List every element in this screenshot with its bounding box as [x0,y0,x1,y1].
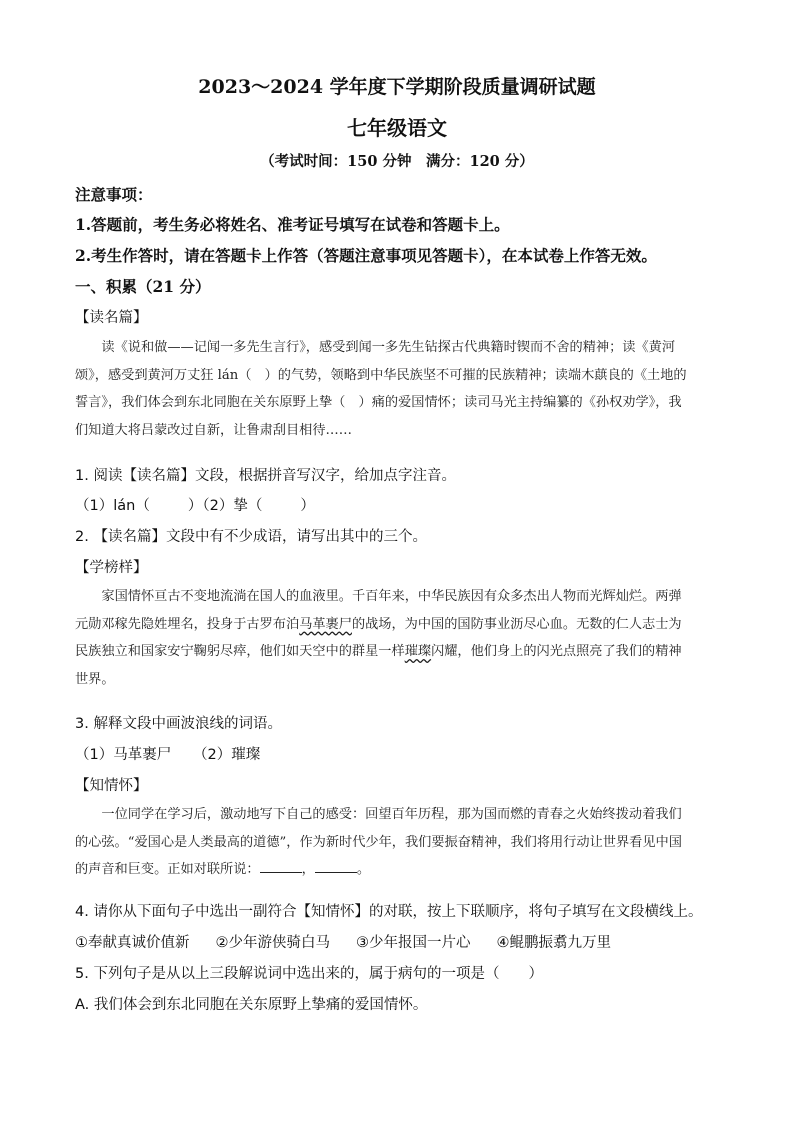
question-3: 3. 解释文段中画波浪线的词语。 [75,716,282,732]
passage-2-line [75,638,723,666]
question-1: 1. 阅读【读名篇】文段，根据拼音写汉字，给加点字注音。 [75,468,456,484]
question-3-subitems: （1）马革裹尸 （2）璀璨 [75,747,261,763]
couplet-blank-upper[interactable] [260,860,302,873]
reading-passage-2 [75,583,723,693]
couplet-blank-lower[interactable] [315,860,357,873]
passage-1-line: 誓言》，我们体会到东北同胞在关东原野上挚（ ）痛的爱国情怀；读司马光主持编纂的《孙权劝学》，我 [75,395,682,410]
passage-3-text: 。 [356,862,370,877]
q1-sub2-label: ）（2）挚（ [187,498,263,514]
passage-3-line: 的心弦。“爱国心是人类最高的道德”，作为新时代少年，我们要振奋精神，我们将用行动让世界看见中国 [75,834,682,850]
question-4-options [75,931,637,952]
passage-2-line [75,611,723,639]
passage-1-line: 们知道大将吕蒙改过自新，让鲁肃刮目相待…… [75,422,352,438]
wavy-term-2: 璀璨 [404,644,432,659]
passage-3-text: ， [301,862,315,877]
passage-2-line: 世界。 [75,671,115,687]
question-4: 4. 请你从下面句子中选出一副符合【知情怀】的对联，按上下联顺序，将句子填写在文段横线上。 [75,904,703,920]
q4-option-4: ④鲲鹏振翥九万里 [496,935,611,951]
passage-2-text: 的战场，为中国的国防事业沥尽心血。无数的仁人志士为 [351,616,682,632]
passage-2-text: 闪耀，他们身上的闪光点照亮了我们的精神 [431,644,682,659]
question-5: 5. 下列句子是从以上三段解说词中选出来的，属于病句的一项是（ ） [75,966,543,982]
wavy-term-1: 马革裹尸 [299,616,352,632]
notes-item-2: 2.考生作答时，请在答题卡上作答（答题注意事项见答题卡），在本试卷上作答无效。 [75,246,657,265]
q4-option-2: ②少年游侠骑白马 [215,935,330,951]
exam-info: （考试时间：150 分钟 满分：120 分） [260,153,534,170]
reading-passage-1 [75,334,723,444]
subject-title: 七年级语文 [347,116,447,140]
notes-heading: 注意事项： [75,185,153,204]
passage-2-text: 民族独立和国家安宁鞠躬尽瘁，他们如天空中的群星一样 [75,644,405,659]
notes-item-1: 1.答题前，考生务必将姓名、准考证号填写在试卷和答题卡上。 [75,215,510,234]
reading-label-2: 【学榜样】 [75,560,148,576]
q4-option-3: ③少年报国一片心 [356,935,471,951]
q4-option-1: ①奉献真诚价值新 [75,935,190,951]
passage-2-line: 家国情怀亘古不变地流淌在国人的血液里。千百年来，中华民族因有众多杰出人物而光辉灿烂。两弹 [101,589,682,604]
question-1-subitems [75,494,315,515]
passage-1-line: 读《说和做——记闻一多先生言行》，感受到闻一多先生钻探古代典籍时锲而不舍的精神；读《黄河 [101,340,676,355]
passage-3-line: 一位同学在学习后，激动地写下自己的感受：回望百年历程，那为国而燃的青春之火始终拨动着我们 [101,807,682,822]
reading-label-1: 【读名篇】 [75,310,148,326]
question-2: 2. 【读名篇】文段中有不少成语，请写出其中的三个。 [75,529,427,545]
reading-passage-3 [75,801,723,884]
reading-label-3: 【知情怀】 [75,778,148,794]
q1-sub1-label: （1）lán（ [75,498,150,514]
passage-3-line [75,856,723,884]
question-5-option-a: A. 我们体会到东北同胞在关东原野上挚痛的爱国情怀。 [75,997,428,1013]
section-heading-1: 一、积累（21 分） [75,277,211,296]
passage-1-line: 颂》，感受到黄河万丈狂 lán（ ）的气势，领略到中华民族坚不可摧的民族精神；读端木蕻良的《土地的 [75,367,687,383]
passage-3-text: 的声音和巨变。正如对联所说： [75,862,260,877]
passage-2-text: 元勋邓稼先隐姓埋名，投身于古罗布泊 [75,616,300,632]
q1-sub2-close: ） [300,498,315,514]
exam-title: 2023～2024 学年度下学期阶段质量调研试题 [198,76,596,98]
